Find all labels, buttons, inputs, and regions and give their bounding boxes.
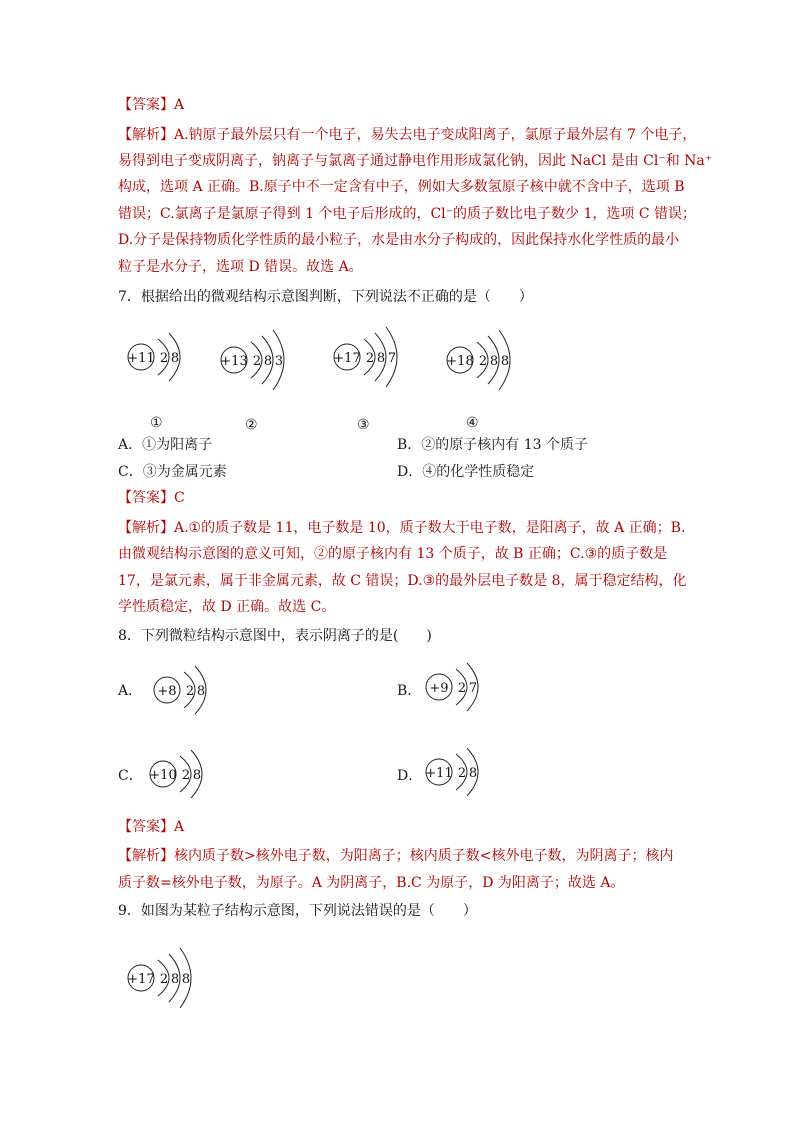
q9-question: 9．如图为某粒子结构示意图，下列说法错误的是（ ） <box>118 903 477 919</box>
nucleus-charge: +11 <box>425 766 453 781</box>
shell-electron-count: 8 <box>500 354 510 369</box>
q8-question: 8．下列微粒结构示意图中，表示阴离子的是( ) <box>118 628 432 644</box>
q8-diagrams <box>0 645 794 845</box>
shell-electron-count: 2 <box>457 766 467 781</box>
nucleus-charge: +10 <box>149 768 177 783</box>
q8-analysis-line: 质子数=核外电子数，为原子。A 为阴离子，B.C 为原子，D 为阳离子；故选 A。 <box>118 875 625 891</box>
atom-diagram <box>127 333 180 381</box>
shell-electron-count: 7 <box>468 681 478 696</box>
nucleus-charge: +17 <box>333 351 361 366</box>
diagram-label-2: ② <box>245 417 258 433</box>
answer-value: C <box>174 490 185 506</box>
q8-option-c-letter[interactable]: C． <box>118 768 143 784</box>
analysis-text: A.①的质子数是 11，电子数是 10，质子数大于电子数，是阳离子，故 A 正确；B. <box>174 520 686 536</box>
shell-electron-count: 8 <box>196 684 206 699</box>
shell-electron-count: 8 <box>468 766 478 781</box>
analysis-tag: 【解析】 <box>118 127 174 143</box>
answer-tag: 【答案】 <box>118 819 174 835</box>
q6-analysis-line <box>118 125 696 145</box>
answer-tag: 【答案】 <box>118 97 174 113</box>
analysis-text: A.钠原子最外层只有一个电子，易失去电子变成阳离子，氯原子最外层有 7 个电子， <box>174 127 697 143</box>
diagram-label-4: ④ <box>466 415 479 431</box>
q8-option-b-letter[interactable]: B． <box>397 683 422 699</box>
shell-electron-count: 2 <box>159 972 169 987</box>
shell-electron-count: 8 <box>489 354 499 369</box>
nucleus-charge: +13 <box>220 354 248 369</box>
nucleus-charge: +18 <box>446 354 474 369</box>
q7-question: 7．根据给出的微观结构示意图判断，下列说法不正确的是（ ） <box>118 289 533 305</box>
q6-analysis-line: 构成，选项 A 正确。B.原子中不一定含有中子，例如大多数氢原子核中就不含中子，选项 B <box>118 179 685 195</box>
shell-electron-count: 2 <box>457 681 467 696</box>
shell-electron-count: 2 <box>252 354 262 369</box>
atom-diagram <box>154 666 206 714</box>
q9-diagram <box>0 925 794 1035</box>
q7-analysis-line: 学性质稳定，故 D 正确。故选 C。 <box>118 599 336 615</box>
shell-electron-count: 2 <box>181 768 191 783</box>
shell-electron-count: 8 <box>170 351 180 366</box>
q6-analysis-line: D.分子是保持物质化学性质的最小粒子，水是由水分子构成的，因此保持水化学性质的最小 <box>118 232 680 248</box>
nucleus-charge: +8 <box>157 684 177 699</box>
q6-analysis-line: 错误；C.氯离子是氯原子得到 1 个电子后形成的，Cl⁻的质子数比电子数少 1，选项 C 错误； <box>118 206 697 222</box>
q6-answer <box>118 95 184 115</box>
shell-electron-count: 2 <box>478 354 488 369</box>
q7-analysis-line: 17，是氯元素，属于非金属元素，故 C 错误；D.③的最外层电子数是 8，属于稳定结构，化 <box>118 573 687 589</box>
answer-value: A <box>174 97 185 113</box>
shell-electron-count: 2 <box>365 351 375 366</box>
q7-option-d[interactable]: D．④的化学性质稳定 <box>397 464 535 480</box>
atom-diagram <box>333 327 397 387</box>
shell-electron-count: 8 <box>181 972 191 987</box>
q8-answer <box>118 817 184 837</box>
q7-option-a[interactable]: A．①为阳离子 <box>118 437 213 453</box>
q6-analysis-line: 易得到电子变成阴离子，钠离子与氯离子通过静电作用形成氯化钠，因此 NaCl 是由 Cl⁻和 Na⁺ <box>118 153 713 169</box>
q8-option-a-letter[interactable]: A． <box>118 683 143 699</box>
diagram-label-1: ① <box>150 415 163 431</box>
answer-value: A <box>174 819 185 835</box>
atom-diagram <box>426 663 478 711</box>
atom-diagram <box>220 330 284 390</box>
shell-electron-count: 3 <box>274 354 284 369</box>
q7-analysis-line: 由微观结构示意图的意义可知，②的原子核内有 13 个质子，故 B 正确；C.③的质子数是 <box>118 546 668 562</box>
nucleus-charge: +17 <box>127 972 155 987</box>
answer-tag: 【答案】 <box>118 490 174 506</box>
analysis-text: 核内质子数>核外电子数，为阳离子；核内质子数<核外电子数，为阴离子；核内 <box>174 848 674 864</box>
shell-electron-count: 8 <box>376 351 386 366</box>
nucleus-charge: +9 <box>429 681 449 696</box>
q7-answer <box>118 488 185 508</box>
atom-diagram <box>446 330 510 390</box>
q7-option-b[interactable]: B．②的原子核内有 13 个质子 <box>397 437 589 453</box>
shell-electron-count: 2 <box>159 351 169 366</box>
shell-electron-count: 7 <box>387 351 397 366</box>
q6-analysis-line: 粒子是水分子，选项 D 错误。故选 A。 <box>118 259 363 275</box>
shell-electron-count: 8 <box>170 972 180 987</box>
shell-electron-count: 2 <box>185 684 195 699</box>
shell-electron-count: 8 <box>263 354 273 369</box>
nucleus-charge: +11 <box>127 351 155 366</box>
diagram-label-3: ③ <box>357 417 370 433</box>
q7-analysis-line <box>118 518 685 538</box>
atom-diagram <box>425 748 478 796</box>
atom-diagram <box>149 750 202 798</box>
shell-electron-count: 8 <box>192 768 202 783</box>
analysis-tag: 【解析】 <box>118 848 174 864</box>
q8-analysis-line <box>118 846 673 866</box>
q7-diagrams <box>0 305 794 435</box>
analysis-tag: 【解析】 <box>118 520 174 536</box>
atom-diagram <box>127 948 191 1008</box>
q8-option-d-letter[interactable]: D． <box>397 768 423 784</box>
q7-option-c[interactable]: C．③为金属元素 <box>118 464 227 480</box>
